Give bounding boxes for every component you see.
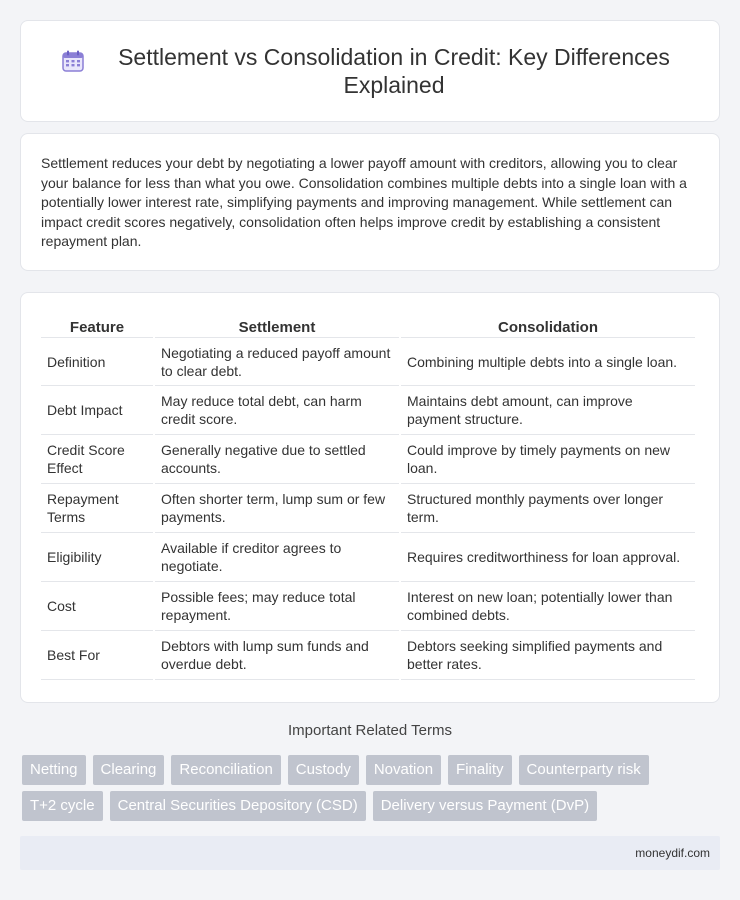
calendar-icon (61, 49, 85, 73)
tag-netting[interactable]: Netting (22, 755, 86, 785)
row-feature: Debt Impact (41, 386, 153, 435)
title-card (20, 20, 720, 122)
row-feature: Credit Score Effect (41, 435, 153, 484)
tag-clearing[interactable]: Clearing (93, 755, 165, 785)
related-terms-heading: Important Related Terms (288, 722, 452, 739)
table-row (41, 631, 695, 680)
table-row (41, 582, 695, 631)
row-consolidation: Requires creditworthiness for loan approval. (401, 533, 695, 582)
row-feature: Eligibility (41, 533, 153, 582)
comparison-table (39, 315, 697, 680)
page-title: Settlement vs Consolidation in Credit: Key Differences Explained (118, 44, 670, 98)
row-consolidation: Debtors seeking simplified payments and better rates. (401, 631, 695, 680)
table-row (41, 337, 695, 386)
row-feature: Repayment Terms (41, 484, 153, 533)
tag-novation[interactable]: Novation (366, 755, 441, 785)
title-wrap (61, 43, 679, 99)
row-consolidation: Combining multiple debts into a single loan. (401, 337, 695, 386)
row-settlement: Generally negative due to settled accounts. (155, 435, 399, 484)
row-consolidation: Interest on new loan; potentially lower than combined debts. (401, 582, 695, 631)
row-feature: Cost (41, 582, 153, 631)
table-row (41, 484, 695, 533)
row-settlement: Debtors with lump sum funds and overdue debt. (155, 631, 399, 680)
row-consolidation: Structured monthly payments over longer term. (401, 484, 695, 533)
comparison-table-card (20, 292, 720, 703)
tag-csd[interactable]: Central Securities Depository (CSD) (110, 791, 366, 821)
tag-custody[interactable]: Custody (288, 755, 359, 785)
tag-reconciliation[interactable]: Reconciliation (171, 755, 280, 785)
header-settlement: Settlement (238, 318, 316, 336)
intro-text: Settlement reduces your debt by negotiating a lower payoff amount with creditors, allowing you to clear your balance for less than what you owe. Consolidation combines multiple debts into a single loan with a potentially lower interest rate, simplifying payments and improving management. While settlement can impact credit scores negatively, consolidation often helps improve credit by establishing a consistent repayment plan. (41, 155, 687, 249)
row-consolidation: Could improve by timely payments on new loan. (401, 435, 695, 484)
table-header-row (41, 315, 695, 337)
row-feature: Best For (41, 631, 153, 680)
row-settlement: Possible fees; may reduce total repayment. (155, 582, 399, 631)
footer-site[interactable]: moneydif.com (635, 846, 710, 860)
row-feature: Definition (41, 337, 153, 386)
header-feature: Feature (69, 318, 125, 336)
table-row (41, 533, 695, 582)
related-terms-tags (22, 755, 712, 821)
intro-card (20, 133, 720, 271)
tag-t2-cycle[interactable]: T+2 cycle (22, 791, 103, 821)
tag-counterparty-risk[interactable]: Counterparty risk (519, 755, 649, 785)
row-settlement: Available if creditor agrees to negotiate. (155, 533, 399, 582)
table-row (41, 386, 695, 435)
tag-finality[interactable]: Finality (448, 755, 512, 785)
row-consolidation: Maintains debt amount, can improve payment structure. (401, 386, 695, 435)
tag-dvp[interactable]: Delivery versus Payment (DvP) (373, 791, 597, 821)
header-consolidation: Consolidation (498, 318, 598, 336)
row-settlement: Negotiating a reduced payoff amount to clear debt. (155, 337, 399, 386)
table-row (41, 435, 695, 484)
row-settlement: May reduce total debt, can harm credit score. (155, 386, 399, 435)
row-settlement: Often shorter term, lump sum or few payments. (155, 484, 399, 533)
footer (20, 836, 720, 870)
